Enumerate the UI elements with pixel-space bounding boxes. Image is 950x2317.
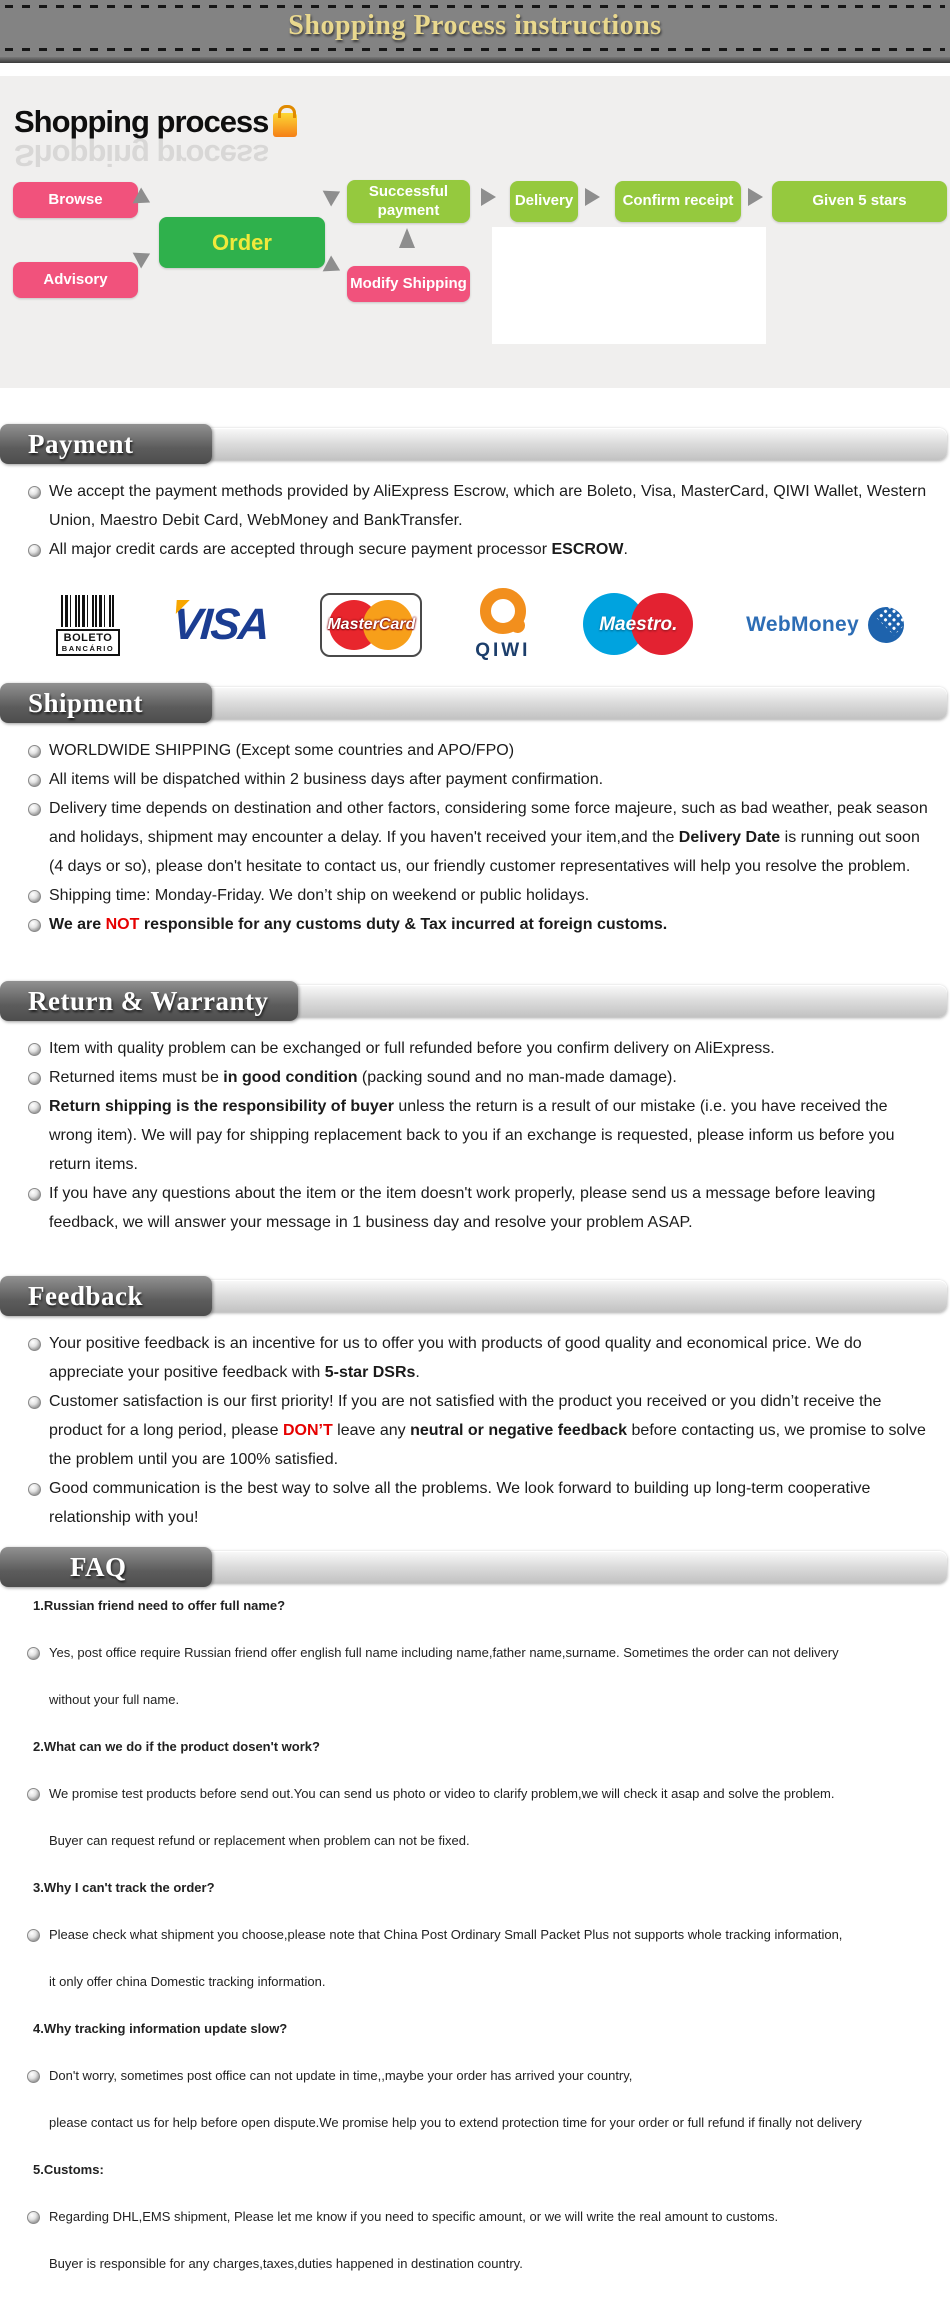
page-title: Shopping Process instructions	[288, 10, 662, 41]
list-item	[0, 794, 950, 881]
flow-node-successful-payment: Successful payment	[347, 180, 470, 223]
section-title: Return & Warranty	[28, 985, 269, 1016]
bullet-text: All items will be dispatched within 2 business days after payment confirmation.	[49, 771, 604, 788]
bullet-icon	[27, 2211, 40, 2224]
faq-answer	[0, 2069, 950, 2083]
bullet-text: Shipping time: Monday-Friday. We don’t ship on weekend or public holidays.	[49, 887, 590, 904]
bullet-icon	[28, 1483, 41, 1496]
bullet-text-bold: ESCROW	[551, 541, 624, 558]
bullet-text: leave any	[332, 1422, 411, 1439]
faq-answer	[0, 2210, 950, 2224]
bullet-text-bold: Return shipping is the responsibility of buyer	[49, 1098, 394, 1115]
bullet-text: Delivery time depends on destination and other factors, considering some force majeure, such as bad weather, peak season and holidays, shipment may encounter a delay. If you haven't received your item,and the	[49, 800, 928, 846]
list-item	[0, 1034, 950, 1063]
faq-answer	[0, 1787, 950, 1801]
bullet-icon	[28, 890, 41, 903]
bullet-icon	[28, 919, 41, 932]
list-item	[0, 736, 950, 765]
list-item	[0, 1387, 950, 1474]
flow-node-advisory: Advisory	[13, 262, 138, 298]
flow-node-delivery: Delivery	[510, 181, 578, 222]
qiwi-logo	[475, 588, 530, 662]
flow-node-browse: Browse	[13, 182, 138, 218]
qiwi-text: QIWI	[475, 640, 531, 661]
header-bar-label	[0, 1547, 212, 1587]
faq-answer-continued	[0, 1834, 950, 1848]
list-item	[0, 1179, 950, 1237]
faq-answer-text: Buyer is responsible for any charges,taxes,duties happened in destination country.	[49, 2256, 523, 2271]
bullet-icon	[28, 1338, 41, 1351]
bullet-text: Returned items must be	[49, 1069, 224, 1086]
list-item	[0, 535, 950, 564]
webmoney-logo	[746, 607, 904, 643]
bullet-icon	[28, 1043, 41, 1056]
bullet-text-bold: neutral or negative feedback	[410, 1422, 628, 1439]
faq-question: 3.Why I can't track the order?	[33, 1880, 215, 1895]
bullet-text: .	[623, 541, 628, 558]
boleto-logo	[56, 595, 120, 656]
bullet-icon	[27, 1788, 40, 1801]
faq-answer-continued	[0, 2116, 950, 2130]
faq-answer-text: Please check what shipment you choose,please note that China Post Ordinary Small Packet Plus not supports whole tracking information,	[49, 1927, 843, 1942]
flow-node-confirm-receipt: Confirm receipt	[615, 181, 741, 222]
list-item	[0, 910, 950, 939]
bullet-text: (packing sound and no man-made damage).	[357, 1069, 677, 1086]
boleto-label	[56, 629, 120, 656]
bullet-text: .	[415, 1364, 420, 1381]
bullet-icon	[28, 486, 41, 499]
bullet-text: before contacting us, we promise to solve the problem until you are 100% satisfied.	[49, 1422, 926, 1468]
qiwi-tail-icon	[507, 615, 528, 636]
bullet-text-bold: Delivery Date	[678, 829, 781, 846]
arrow-right-icon	[323, 184, 345, 207]
diagram-title-text: Shopping process	[14, 104, 269, 139]
diagram-title	[14, 106, 297, 137]
bullet-text: Your positive feedback is an incentive for us to offer you with products of good quality and economical price. We do appreciate your positive feedback with	[49, 1335, 862, 1381]
bullet-icon	[28, 774, 41, 787]
section-shipment	[0, 683, 950, 939]
boleto-subtext: BANCÁRIO	[61, 643, 115, 653]
header-bar-label	[0, 424, 212, 464]
dashed-border-top	[5, 5, 945, 8]
faq-question: 1.Russian friend need to offer full name?	[33, 1598, 286, 1613]
arrow-right-icon	[585, 188, 600, 206]
faq-answer-text: Buyer can request refund or replacement when problem can not be fixed.	[49, 1833, 470, 1848]
payment-header-bar	[0, 424, 950, 464]
bullet-icon	[28, 544, 41, 557]
feedback-bullet-list	[0, 1329, 950, 1532]
section-title: Feedback	[28, 1280, 143, 1311]
bullet-text: All major credit cards are accepted through secure payment processor	[49, 541, 552, 558]
faq-answer	[0, 1646, 950, 1660]
bullet-text: WORLDWIDE SHIPPING (Except some countries and APO/FPO)	[49, 742, 515, 759]
dashed-border-bottom	[5, 48, 945, 51]
mastercard-text: MasterCard	[327, 616, 416, 633]
bullet-text: Item with quality problem can be exchanged or full refunded before you confirm delivery on AliExpress.	[49, 1040, 775, 1057]
return-bullet-list	[0, 1034, 950, 1237]
list-item	[0, 881, 950, 910]
bullet-icon	[28, 745, 41, 758]
bullet-text-bold: in good condition	[223, 1069, 358, 1086]
faq-answer-text: Don't worry, sometimes post office can not update in time,,maybe your order has arrived your country,	[49, 2068, 633, 2083]
arrow-right-icon	[323, 256, 345, 279]
list-item	[0, 477, 950, 535]
background-patch	[492, 227, 766, 344]
barcode-icon	[61, 595, 115, 627]
shopping-bag-icon	[273, 113, 297, 137]
webmoney-text: WebMoney	[746, 613, 859, 636]
shopping-process-diagram	[0, 76, 950, 388]
bullet-text: is running out soon (4 days or so), please don't hesitate to contact us, our friendly customer representatives will help you resolve the problem.	[49, 829, 920, 875]
feedback-header-bar	[0, 1276, 950, 1316]
shipment-header-bar	[0, 683, 950, 723]
list-item	[0, 1474, 950, 1532]
bullet-text: If you have any questions about the item or the item doesn't work properly, please send us a message before leaving feedback, we will answer your message in 1 business day and resolve your problem ASAP.	[49, 1185, 876, 1231]
section-title: Shipment	[28, 687, 144, 718]
bullet-icon	[27, 1647, 40, 1660]
payment-logos-row	[0, 579, 950, 671]
visa-flame-icon	[176, 600, 190, 614]
maestro-text: Maestro.	[599, 614, 678, 635]
arrow-up-icon	[399, 228, 415, 248]
bullet-icon	[28, 1072, 41, 1085]
visa-logo	[171, 600, 270, 649]
bullet-text-red: DON’T	[282, 1422, 333, 1439]
faq-answer-text: We promise test products before send out.You can send us photo or video to clarify problem,we will check it asap and solve the problem.	[49, 1786, 835, 1801]
faq-answer-text: it only offer china Domestic tracking information.	[49, 1974, 326, 1989]
bullet-text-red: NOT	[105, 916, 140, 933]
bullet-icon	[28, 1188, 41, 1201]
bullet-text: We accept the payment methods provided by AliExpress Escrow, which are Boleto, Visa, MasterCard, QIWI Wallet, Western Union, Maestro Debit Card, WebMoney and BankTransfer.	[49, 483, 927, 529]
faq-question: 2.What can we do if the product dosen't work?	[33, 1739, 320, 1754]
header-bar-label	[0, 981, 298, 1021]
diagram-title-reflection: Shopping process	[14, 138, 269, 173]
section-feedback	[0, 1276, 950, 1532]
bullet-text: Customer satisfaction is our first priority! If you are not satisfied with the product you received or you didn’t receive the product for a long period, please	[49, 1393, 882, 1439]
list-item	[0, 1329, 950, 1387]
bag-handle-icon	[278, 105, 296, 118]
bullet-icon	[27, 2070, 40, 2083]
boleto-text: BOLETO	[63, 631, 113, 644]
faq-answer-continued	[0, 2257, 950, 2271]
section-title: Payment	[28, 428, 134, 459]
arrow-right-icon	[748, 188, 763, 206]
banner-edge	[0, 57, 950, 63]
bullet-text-bold: responsible for any customs duty & Tax incurred at foreign customs.	[139, 916, 668, 933]
section-title: FAQ	[70, 1551, 127, 1582]
faq-answer-text: please contact us for help before open dispute.We promise help you to extend protection time for your order or full refund if finally not delivery	[49, 2115, 862, 2130]
faq-answer-text: Regarding DHL,EMS shipment, Please let me know if you need to specific amount, or we will write the real amount to customs.	[49, 2209, 779, 2224]
header-bar-label	[0, 1276, 212, 1316]
bullet-icon	[28, 1396, 41, 1409]
page-banner	[0, 0, 950, 57]
arrow-right-icon	[481, 188, 496, 206]
payment-bullet-list	[0, 477, 950, 564]
bullet-text-bold: We are	[49, 916, 106, 933]
faq-answer	[0, 1928, 950, 1942]
list-item	[0, 1092, 950, 1179]
visa-text: VISA	[171, 600, 270, 649]
faq-question: 5.Customs:	[33, 2162, 104, 2177]
bullet-text-bold: 5-star DSRs	[324, 1364, 416, 1381]
flow-node-order: Order	[159, 217, 325, 268]
webmoney-globe-icon	[868, 607, 904, 643]
section-payment	[0, 424, 950, 671]
webmoney-dots	[876, 607, 904, 635]
mastercard-logo	[320, 593, 422, 657]
faq-answer-text: without your full name.	[49, 1692, 180, 1707]
bullet-text: Good communication is the best way to solve all the problems. We look forward to building up long-term cooperative relationship with you!	[49, 1480, 871, 1526]
faq-answer-text: Yes, post office require Russian friend offer english full name including name,father name,surname. Sometimes the order can not delivery	[49, 1645, 839, 1660]
bullet-icon	[27, 1929, 40, 1942]
maestro-logo	[583, 593, 693, 657]
shipment-bullet-list	[0, 736, 950, 939]
bullet-icon	[28, 1101, 41, 1114]
section-return-warranty	[0, 981, 950, 1237]
faq-question: 4.Why tracking information update slow?	[33, 2021, 288, 2036]
list-item	[0, 1063, 950, 1092]
section-faq	[0, 1547, 950, 2271]
qiwi-q-icon	[480, 588, 526, 634]
faq-list	[0, 1599, 950, 2271]
bullet-text: unless the return is a result of our mistake (i.e. you have received the wrong item). We will pay for shipping replacement back to you if an exchange is requested, please inform us before you return items.	[49, 1098, 895, 1173]
faq-answer-continued	[0, 1693, 950, 1707]
bullet-icon	[28, 803, 41, 816]
flow-node-given-5-stars: Given 5 stars	[772, 181, 947, 222]
flow-node-modify-shipping: Modify Shipping	[347, 266, 470, 302]
header-bar-label	[0, 683, 212, 723]
list-item	[0, 765, 950, 794]
faq-answer-continued	[0, 1975, 950, 1989]
return-header-bar	[0, 981, 950, 1021]
faq-header-bar	[0, 1547, 950, 1587]
